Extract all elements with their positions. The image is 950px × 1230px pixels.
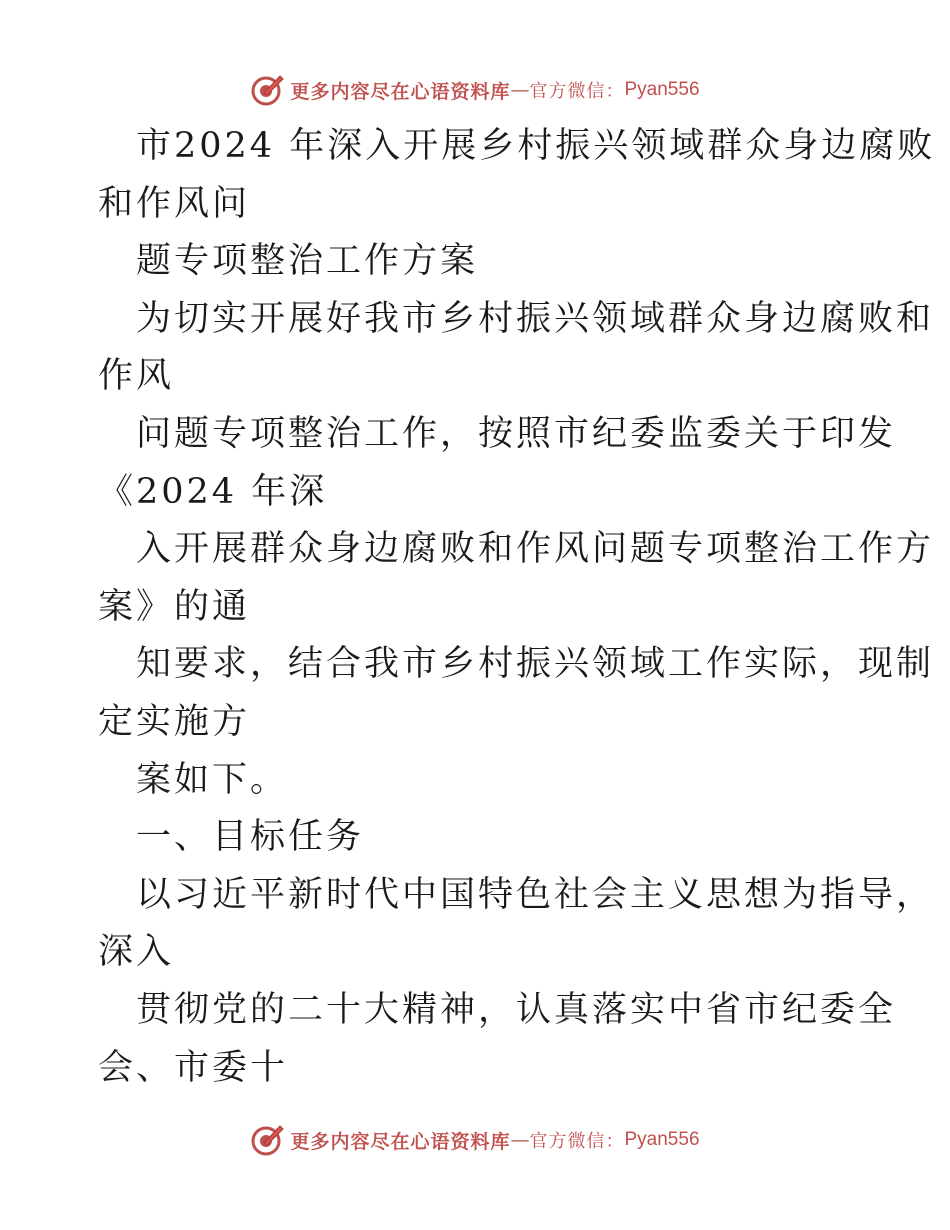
text-line: 作风: [98, 356, 175, 397]
text-line: 会、市委十: [98, 1047, 289, 1088]
banner-wechat-label: 官方微信：: [529, 81, 625, 102]
text-line: 问题专项整治工作，按照市纪委监委关于印发: [136, 413, 897, 454]
banner-wechat-id: Pyan556: [624, 1129, 700, 1150]
footer-banner: [0, 1120, 950, 1160]
text-line: 知要求，结合我市乡村振兴领域工作实际，现制: [136, 644, 935, 685]
document-body: [98, 118, 936, 1097]
banner-separator: —: [510, 79, 530, 101]
banner-separator: —: [510, 1129, 530, 1151]
text-line: 题专项整治工作方案: [136, 241, 479, 282]
text-line: 《2024 年深: [98, 471, 328, 512]
text-line: 贯彻党的二十大精神，认真落实中省市纪委全: [136, 989, 897, 1030]
banner-wechat-label: 官方微信：: [529, 1131, 625, 1152]
text-line: 市2024 年深入开展乡村振兴领域群众身边腐败: [136, 126, 936, 166]
banner-title: 更多内容尽在心语资料库: [290, 80, 511, 103]
pen-logo-icon: [250, 73, 284, 107]
text-line: 入开展群众身边腐败和作风问题专项整治工作方: [136, 529, 935, 570]
text-line: 定实施方: [98, 701, 251, 742]
banner-title: 更多内容尽在心语资料库: [290, 1130, 511, 1153]
text-line: 为切实开展好我市乡村振兴领域群众身边腐败和: [136, 298, 935, 339]
banner-wechat-id: Pyan556: [624, 79, 700, 100]
text-line: 案》的通: [98, 586, 251, 627]
header-banner: [0, 70, 950, 110]
text-line: 案如下。: [136, 759, 289, 800]
section-heading: 一、目标任务: [136, 817, 365, 858]
text-line: 和作风问: [98, 183, 251, 224]
pen-logo-icon: [250, 1123, 284, 1157]
text-line: 深入: [98, 932, 175, 973]
text-line: 以习近平新时代中国特色社会主义思想为指导，: [136, 874, 935, 915]
